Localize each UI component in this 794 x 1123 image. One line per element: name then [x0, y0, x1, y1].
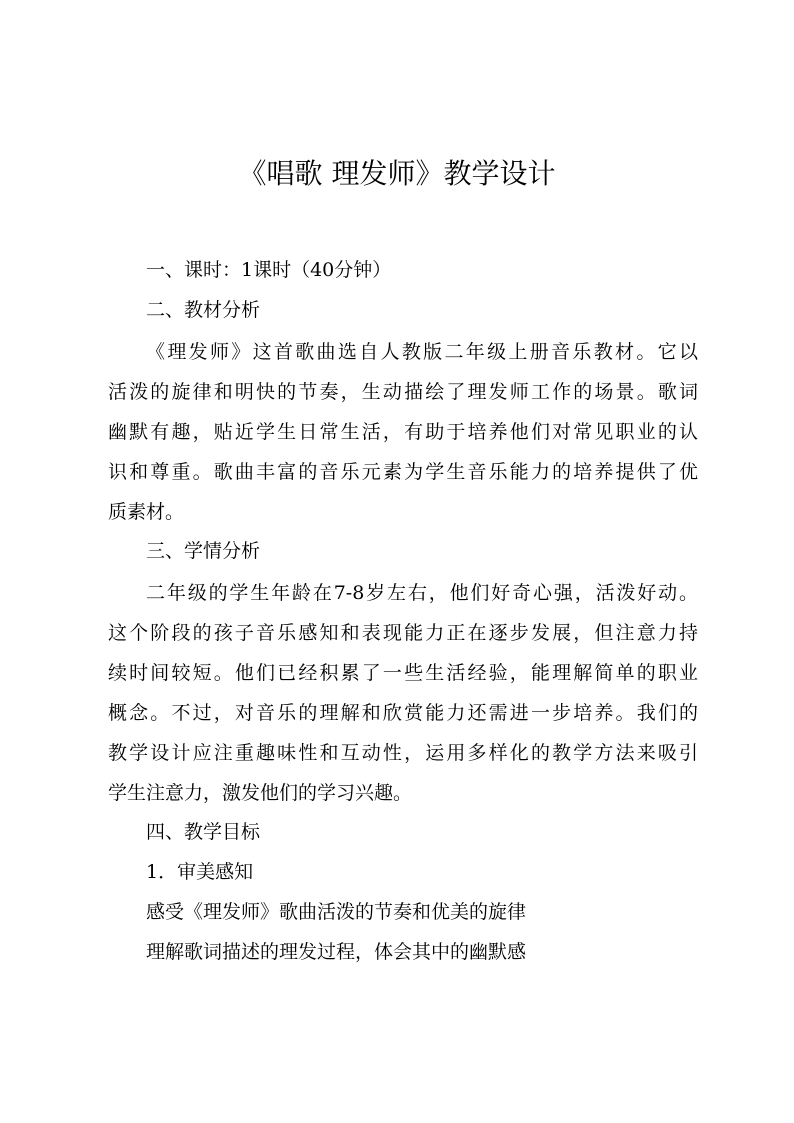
- paragraph-line: 教学设计应注重趣味性和互动性，运用多样化的教学方法来吸引: [108, 742, 698, 764]
- class-hours-line: 一、课时：1课时（40分钟）: [146, 259, 392, 281]
- paragraph-line: 幽默有趣，贴近学生日常生活，有助于培养他们对常见职业的认: [108, 421, 698, 443]
- section-heading-teaching-objectives: 四、教学目标: [146, 821, 261, 843]
- document-title: 《唱歌 理发师》教学设计: [238, 157, 556, 190]
- objective-item: 感受《理发师》歌曲活泼的节奏和优美的旋律: [146, 901, 527, 923]
- section-heading-student-analysis: 三、学情分析: [146, 540, 261, 562]
- objective-item: 理解歌词描述的理发过程，体会其中的幽默感: [146, 941, 527, 963]
- paragraph-line: 概念。不过，对音乐的理解和欣赏能力还需进一步培养。我们的: [108, 702, 698, 724]
- paragraph-line: 这个阶段的孩子音乐感知和表现能力正在逐步发展，但注意力持: [108, 622, 698, 644]
- paragraph-line: 续时间较短。他们已经积累了一些生活经验，能理解简单的职业: [108, 662, 698, 684]
- paragraph-line: 《理发师》这首歌曲选自人教版二年级上册音乐教材。它以: [146, 341, 698, 363]
- paragraph-line: 学生注意力，激发他们的学习兴趣。: [108, 782, 413, 804]
- paragraph-line: 识和尊重。歌曲丰富的音乐元素为学生音乐能力的培养提供了优: [108, 461, 698, 483]
- paragraph-line: 二年级的学生年龄在7-8岁左右，他们好奇心强，活泼好动。: [146, 582, 698, 604]
- paragraph-line: 质素材。: [108, 501, 185, 523]
- subheading-aesthetic-perception: 1．审美感知: [146, 861, 254, 883]
- section-heading-textbook-analysis: 二、教材分析: [146, 299, 261, 321]
- paragraph-line: 活泼的旋律和明快的节奏，生动描绘了理发师工作的场景。歌词: [108, 381, 698, 403]
